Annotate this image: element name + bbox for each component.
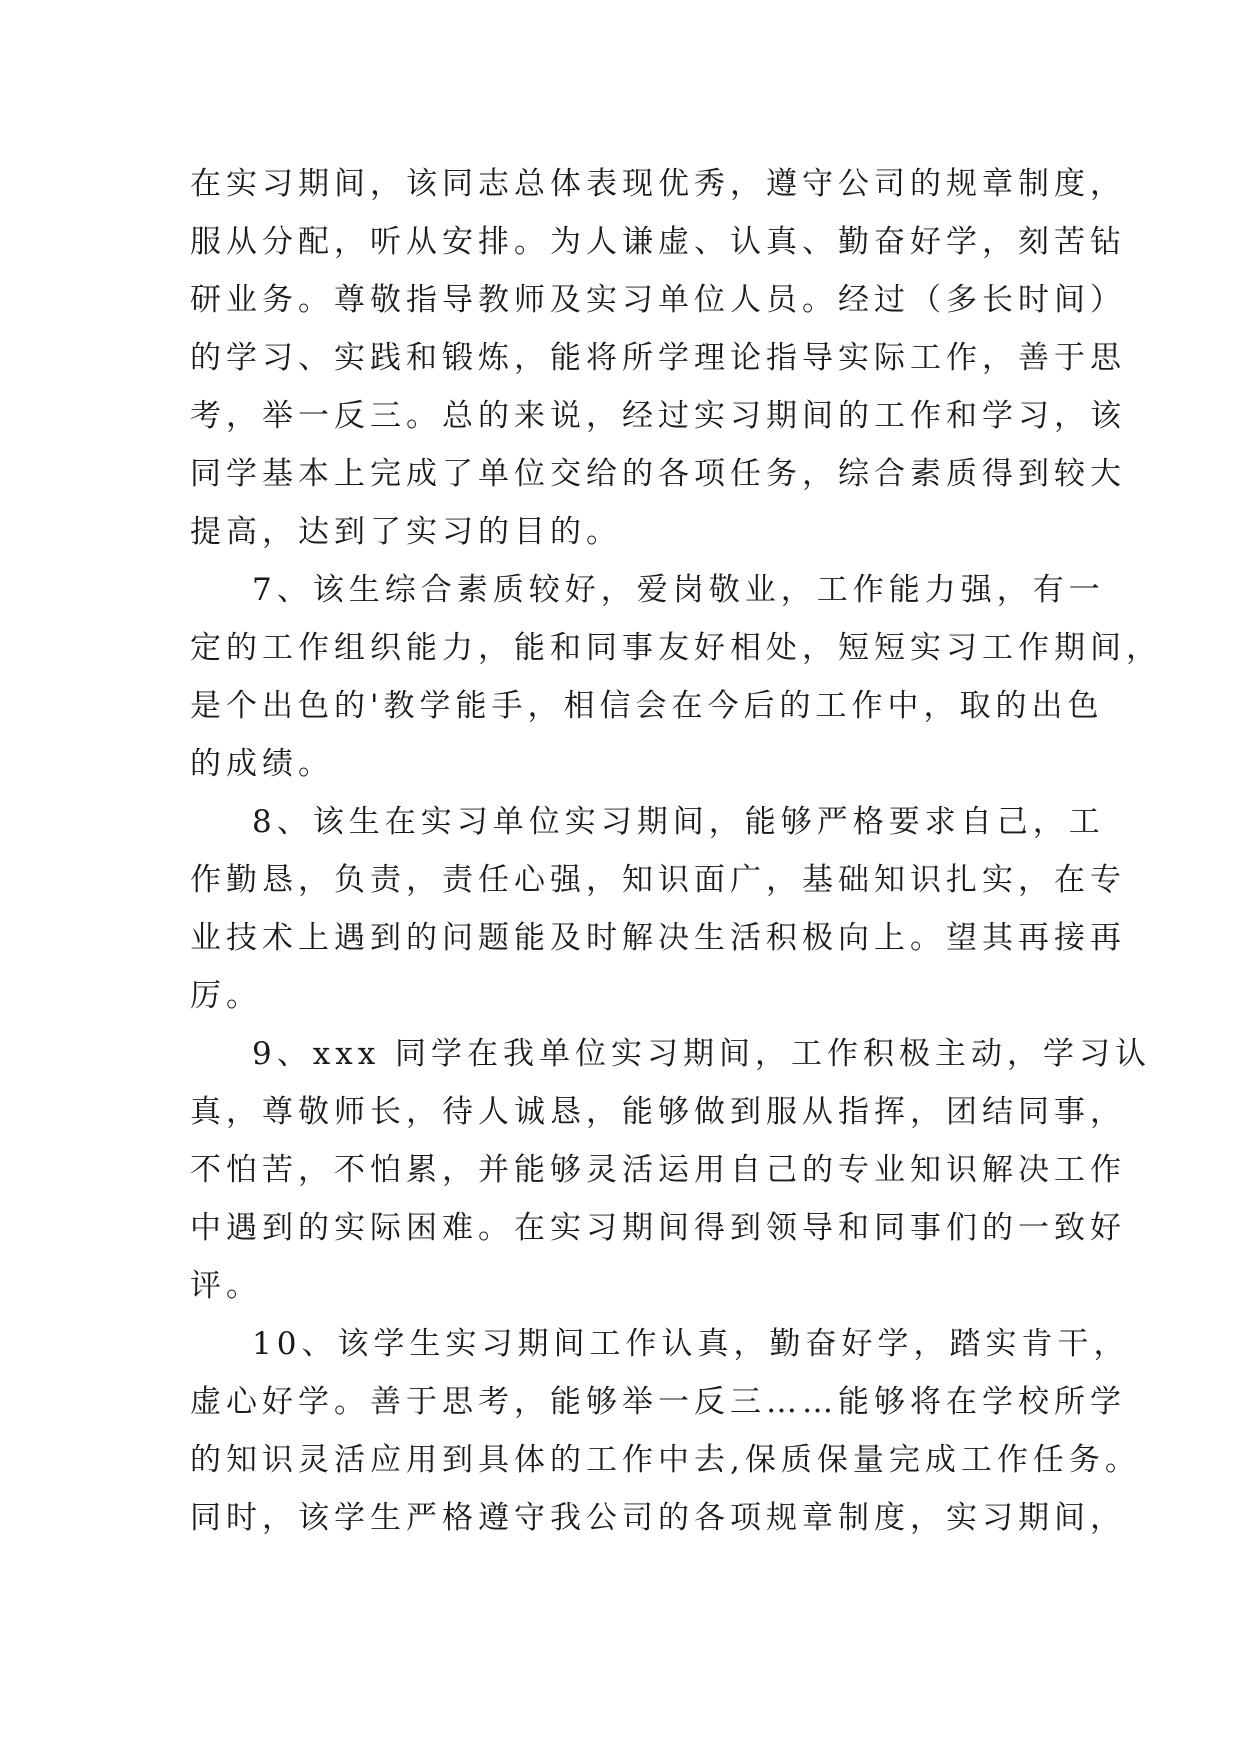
text-line: 作勤恳，负责，责任心强，知识面广，基础知识扎实，在专 [190,862,1126,898]
text-line: 研业务。尊敬指导教师及实习单位人员。经过（多长时间） [190,282,1126,318]
text-line: 定的工作组织能力，能和同事友好相处，短短实习工作期间， [190,630,1162,666]
text-line: 服从分配，听从安排。为人谦虚、认真、勤奋好学，刻苦钻 [190,224,1126,260]
text-line: 同学基本上完成了单位交给的各项任务，综合素质得到较大 [190,456,1126,492]
text-line: 9、xxx 同学在我单位实习期间，工作积极主动，学习认 [252,1036,1152,1072]
text-line: 是个出色的'教学能手，相信会在今后的工作中，取的出色 [190,688,1104,724]
text-line: 评。 [190,1268,262,1304]
text-line: 8、该生在实习单位实习期间，能够严格要求自己，工 [252,804,1105,840]
text-line: 10、该学生实习期间工作认真，勤奋好学，踏实肯干， [252,1326,1130,1362]
paragraph-item-9 [190,1025,1152,1315]
paragraph-item-10 [190,1315,1141,1547]
text-line: 厉。 [190,978,262,1014]
text-line: 中遇到的实际困难。在实习期间得到领导和同事们的一致好 [190,1210,1126,1246]
text-line: 不怕苦，不怕累，并能够灵活运用自己的专业知识解决工作 [190,1152,1126,1188]
document-body [190,155,1162,1547]
text-line: 的学习、实践和锻炼，能将所学理论指导实际工作，善于思 [190,340,1126,376]
text-line: 业技术上遇到的问题能及时解决生活积极向上。望其再接再 [190,920,1126,956]
text-line: 同时，该学生严格遵守我公司的各项规章制度，实习期间， [190,1500,1126,1536]
paragraph-item-8 [190,793,1126,1025]
text-line: 提高，达到了实习的目的。 [190,514,622,550]
paragraph-item-7 [190,561,1162,793]
text-line: 7、该生综合素质较好，爱岗敬业，工作能力强，有一 [252,572,1105,608]
text-line: 的知识灵活应用到具体的工作中去,保质保量完成工作任务。 [190,1442,1141,1478]
paragraph-evaluation-intro [190,155,1126,561]
text-line: 真，尊敬师长，待人诚恳，能够做到服从指挥，团结同事， [190,1094,1126,1130]
text-line: 的成绩。 [190,746,334,782]
text-line: 虚心好学。善于思考，能够举一反三……能够将在学校所学 [190,1384,1126,1420]
text-line: 在实习期间，该同志总体表现优秀，遵守公司的规章制度， [190,166,1126,202]
text-line: 考，举一反三。总的来说，经过实习期间的工作和学习，该 [190,398,1126,434]
